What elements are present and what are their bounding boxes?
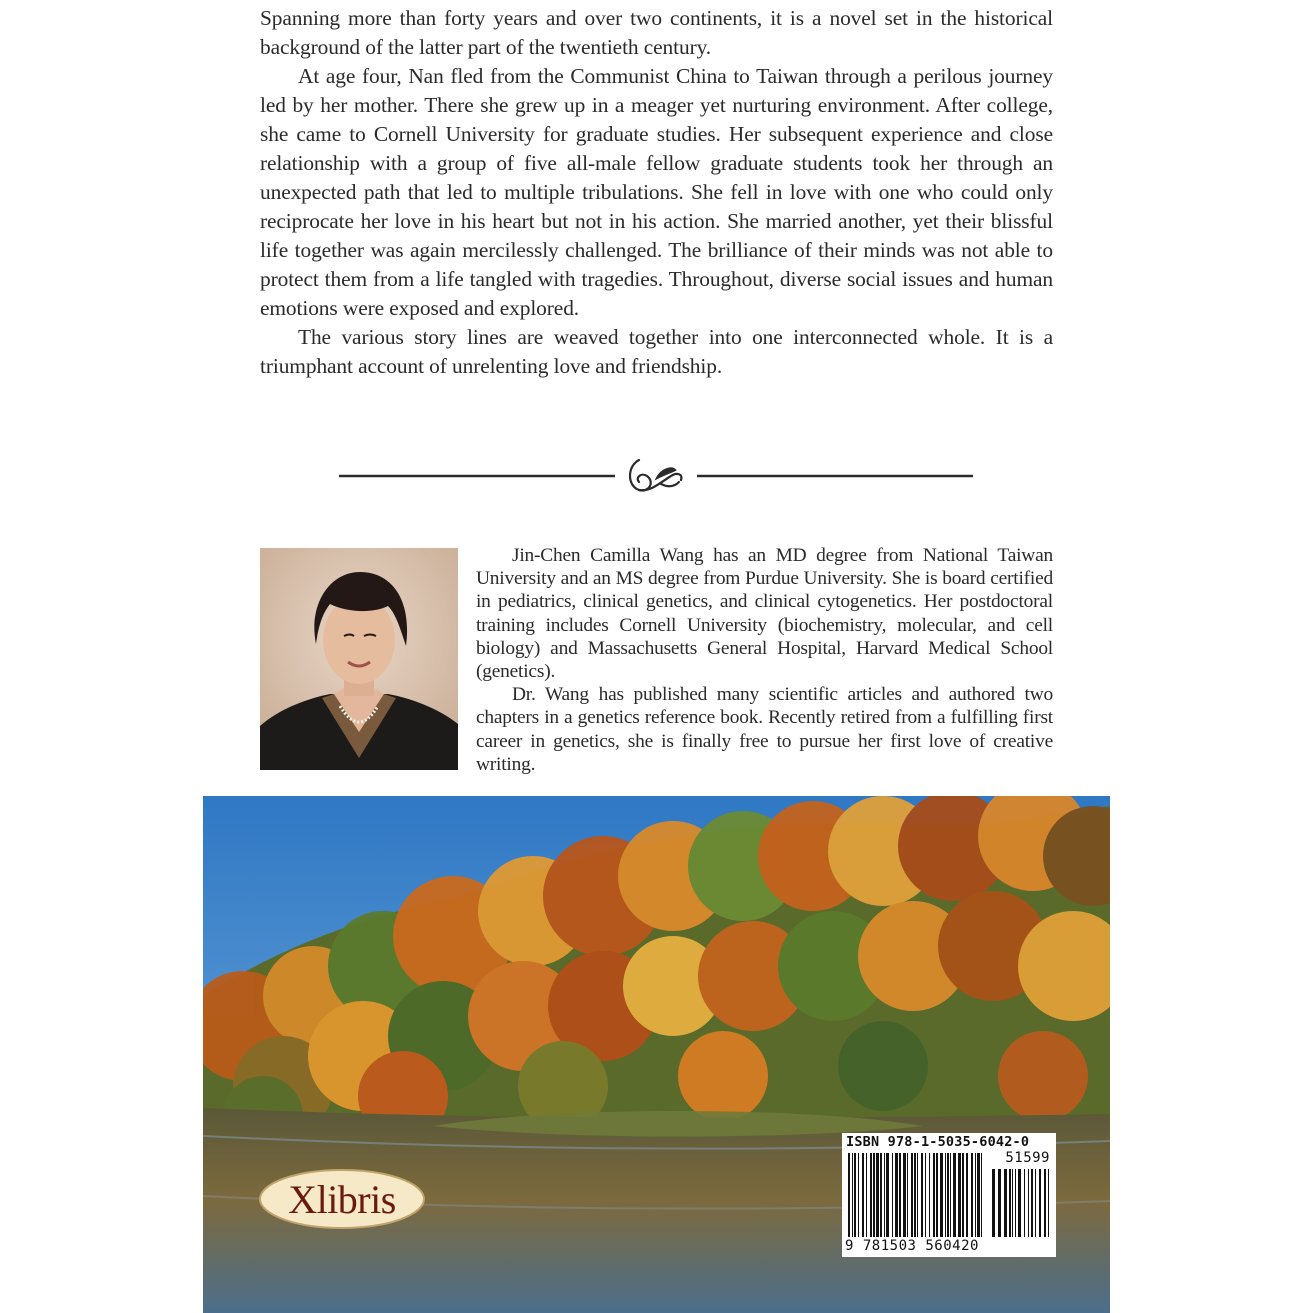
- isbn-barcode: [842, 1133, 1056, 1257]
- book-synopsis: [260, 4, 1053, 381]
- isbn-number: ISBN 978-1-5035-6042-0: [846, 1134, 1030, 1150]
- flourish-icon: [630, 460, 681, 491]
- bio-paragraph-2: Dr. Wang has published many scientific articles and authored two chapters in a genetics reference book. Recently retired from a fulfilling first career in genetics, she is finally free to pursue her first love of creative writing.: [476, 684, 1053, 775]
- price-code: 51599: [1005, 1150, 1050, 1166]
- publisher-logo-text: Xlibris: [288, 1176, 396, 1222]
- synopsis-paragraph-3: The various story lines are weaved together into one interconnected whole. It is a triumphant account of unrelenting love and friendship.: [260, 325, 1053, 378]
- synopsis-paragraph-2: At age four, Nan fled from the Communist China to Taiwan through a perilous journey led by her mother. There she grew up in a meager yet nurturing environment. After college, she came to Cornell University for graduate studies. Her subsequent experience and close relationship with a group of five all-male fellow graduate students took her through an unexpected path that led to multiple tribulations. She fell in love with one who could only reciprocate her love in his heart but not in his action. She married another, yet their blissful life together was again mercilessly challenged. The brilliance of their minds was not able to protect them from a life tangled with tragedies. Throughout, diverse social issues and human emotions were exposed and explored.: [260, 64, 1053, 320]
- ornamental-divider: [339, 452, 973, 502]
- synopsis-paragraph-1: Spanning more than forty years and over two continents, it is a novel set in the historical background of the latter part of the twentieth century.: [260, 6, 1053, 59]
- author-bio: [476, 544, 1053, 776]
- author-photo: [260, 548, 458, 770]
- bio-paragraph-1: Jin-Chen Camilla Wang has an MD degree from National Taiwan University and an MS degree from Purdue University. She is board certified in pediatrics, clinical genetics, and clinical cytogenetics. Her postdoctoral training includes Cornell University (biochemistry, molecular, and cell biology) and Massachusetts General Hospital, Harvard Medical School (genetics).: [476, 545, 1053, 683]
- xlibris-logo: [258, 1168, 426, 1230]
- ean-digits: 9 781503 560420: [845, 1238, 979, 1254]
